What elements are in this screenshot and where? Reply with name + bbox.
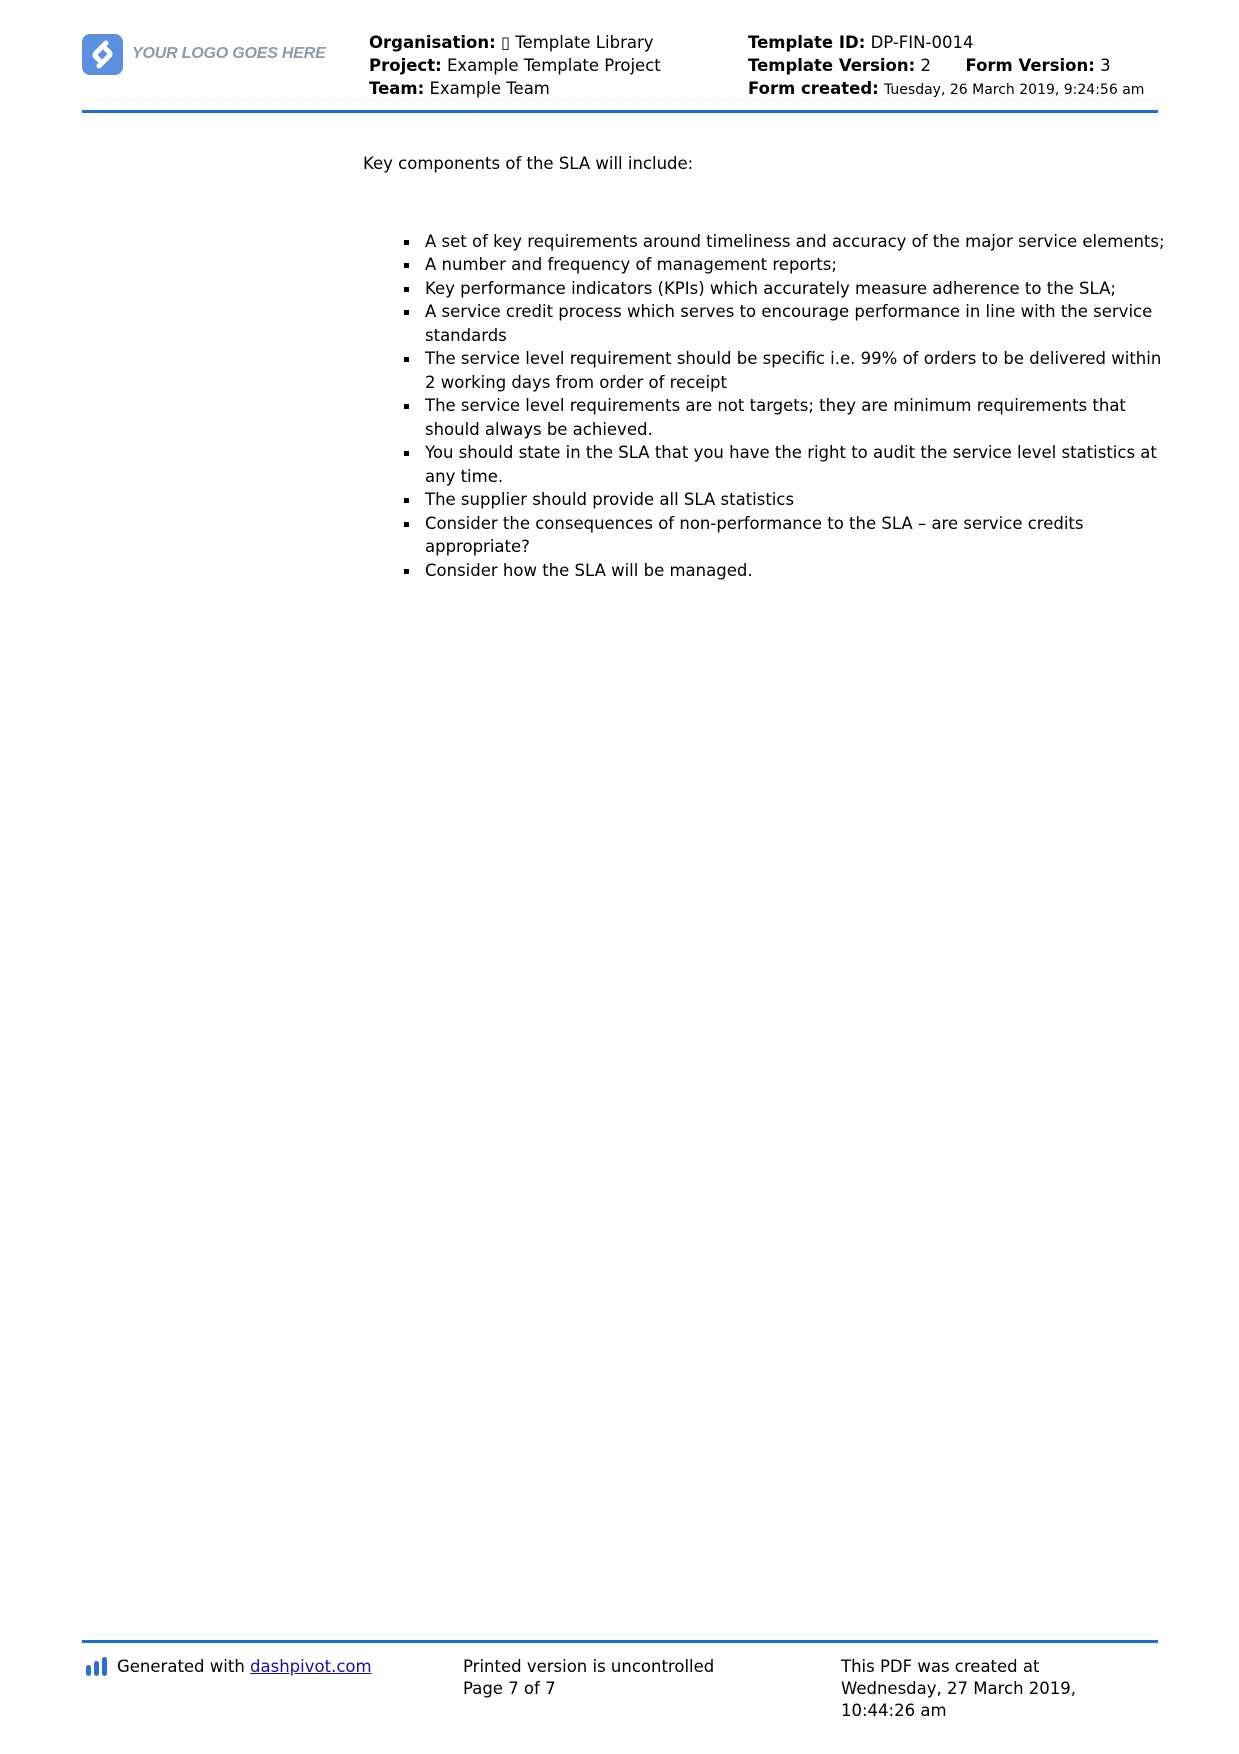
sla-components-list (363, 230, 1173, 583)
form-created-row (748, 77, 1144, 102)
version-row (748, 54, 1144, 77)
created-line-1: This PDF was created at (841, 1657, 1040, 1676)
footer-divider (82, 1640, 1158, 1643)
header-organisation-block (369, 31, 661, 100)
form-version-value: 3 (1100, 56, 1111, 75)
form-created-label: Form created: (748, 79, 879, 98)
logo-mark-icon (82, 34, 123, 75)
list-item: Consider the consequences of non-performance to the SLA – are service credits appropriate? (425, 512, 1173, 559)
template-version-value: 2 (920, 56, 931, 75)
footer-print-info (463, 1656, 714, 1700)
organisation-row (369, 31, 661, 54)
logo-text: YOUR LOGO GOES HERE (132, 45, 326, 62)
list-item: A number and frequency of management reports; (425, 253, 1173, 277)
dashpivot-link[interactable]: dashpivot.com (250, 1657, 372, 1676)
list-item: A set of key requirements around timeliness and accuracy of the major service elements; (425, 230, 1173, 254)
list-item: You should state in the SLA that you have the right to audit the service level statistics at any time. (425, 441, 1173, 488)
header-divider (82, 110, 1158, 113)
uncontrolled-notice: Printed version is uncontrolled (463, 1657, 715, 1676)
document-body (363, 152, 1173, 582)
footer-created-info (841, 1656, 1141, 1722)
company-logo (82, 33, 326, 75)
template-id-value: DP-FIN-0014 (870, 33, 974, 52)
team-label: Team: (369, 79, 425, 98)
template-id-label: Template ID: (748, 33, 866, 52)
project-row (369, 54, 661, 77)
template-id-row (748, 31, 1144, 54)
dashpivot-bars-icon (86, 1657, 108, 1677)
project-value: Example Template Project (446, 56, 661, 75)
generated-prefix: Generated with (117, 1657, 245, 1676)
list-item: Consider how the SLA will be managed. (425, 559, 1173, 583)
list-item: The service level requirements are not targets; they are minimum requirements that should always be achieved. (425, 394, 1173, 441)
list-item: The service level requirement should be specific i.e. 99% of orders to be delivered within 2 working days from order of receipt (425, 347, 1173, 394)
created-line-2: Wednesday, 27 March 2019, (841, 1679, 1077, 1698)
list-item: Key performance indicators (KPIs) which accurately measure adherence to the SLA; (425, 277, 1173, 301)
list-item: A service credit process which serves to encourage performance in line with the service standards (425, 300, 1173, 347)
project-label: Project: (369, 56, 442, 75)
organisation-value: ▯ Template Library (500, 33, 654, 52)
organisation-label: Organisation: (369, 33, 496, 52)
created-line-3: 10:44:26 am (841, 1701, 947, 1720)
header-template-block (748, 31, 1144, 102)
footer-generated (86, 1656, 372, 1678)
page-number: Page 7 of 7 (463, 1679, 556, 1698)
form-version-label: Form Version: (965, 56, 1095, 75)
intro-paragraph: Key components of the SLA will include: (363, 154, 694, 173)
form-created-value: Tuesday, 26 March 2019, 9:24:56 am (884, 82, 1145, 98)
team-value: Example Team (429, 79, 550, 98)
template-version-label: Template Version: (748, 56, 916, 75)
list-item: The supplier should provide all SLA statistics (425, 488, 1173, 512)
team-row (369, 77, 661, 100)
